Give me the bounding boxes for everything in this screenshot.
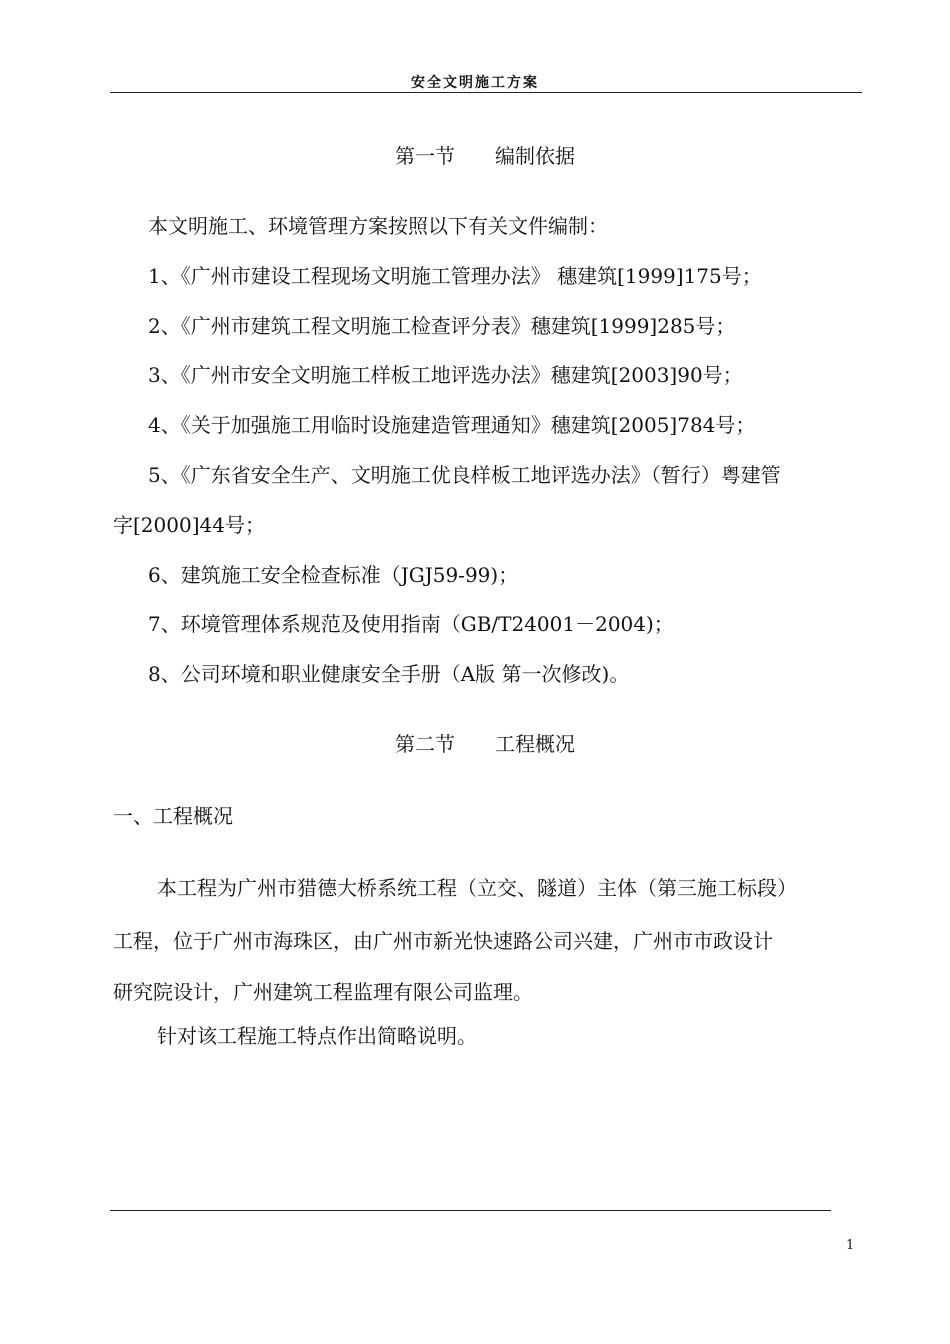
list-item: 2、《广州市建筑工程文明施工检查评分表》穗建筑[1999]285号； (148, 314, 736, 338)
page-number: 1 (846, 1238, 855, 1253)
list-item: 4、《关于加强施工用临时设施建造管理通知》穗建筑[2005]784号； (148, 413, 756, 437)
section2-heading (0, 732, 950, 756)
header-rule (110, 92, 862, 93)
page-header-title: 安全文明施工方案 (411, 75, 539, 91)
section1-intro: 本文明施工、环境管理方案按照以下有关文件编制： (148, 214, 608, 238)
section1-heading (0, 144, 950, 168)
list-item: 1、《广州市建设工程现场文明施工管理办法》 穗建筑[1999]175号； (148, 264, 762, 288)
list-item: 8、公司环境和职业健康安全手册（A版 第一次修改)。 (148, 662, 630, 686)
list-item: 6、建筑施工安全检查标准（JGJ59-99)； (148, 563, 519, 587)
section2-heading-number: 第二节 (395, 732, 455, 756)
section1-heading-title: 编制依据 (495, 144, 575, 168)
section2-heading-title: 工程概况 (495, 732, 575, 756)
section2-subheading: 一、工程概况 (113, 804, 233, 828)
section1-heading-number: 第一节 (395, 144, 455, 168)
list-item: 7、环境管理体系规范及使用指南（GB/T24001－2004)； (148, 612, 674, 636)
list-item: 3、《广州市安全文明施工样板工地评选办法》穗建筑[2003]90号； (148, 363, 743, 387)
paragraph-line: 工程，位于广州市海珠区，由广州市新光快速路公司兴建，广州市市政设计 (113, 929, 773, 953)
paragraph-line: 研究院设计，广州建筑工程监理有限公司监理。 (113, 980, 533, 1004)
list-item-continuation: 字[2000]44号； (113, 513, 265, 537)
list-item: 5、《广东省安全生产、文明施工优良样板工地评选办法》（暂行）粤建管 (148, 463, 781, 487)
paragraph-line: 本工程为广州市猎德大桥系统工程（立交、隧道）主体（第三施工标段） (157, 876, 797, 900)
closing-line: 针对该工程施工特点作出简略说明。 (157, 1024, 477, 1048)
footer-rule (110, 1210, 831, 1211)
